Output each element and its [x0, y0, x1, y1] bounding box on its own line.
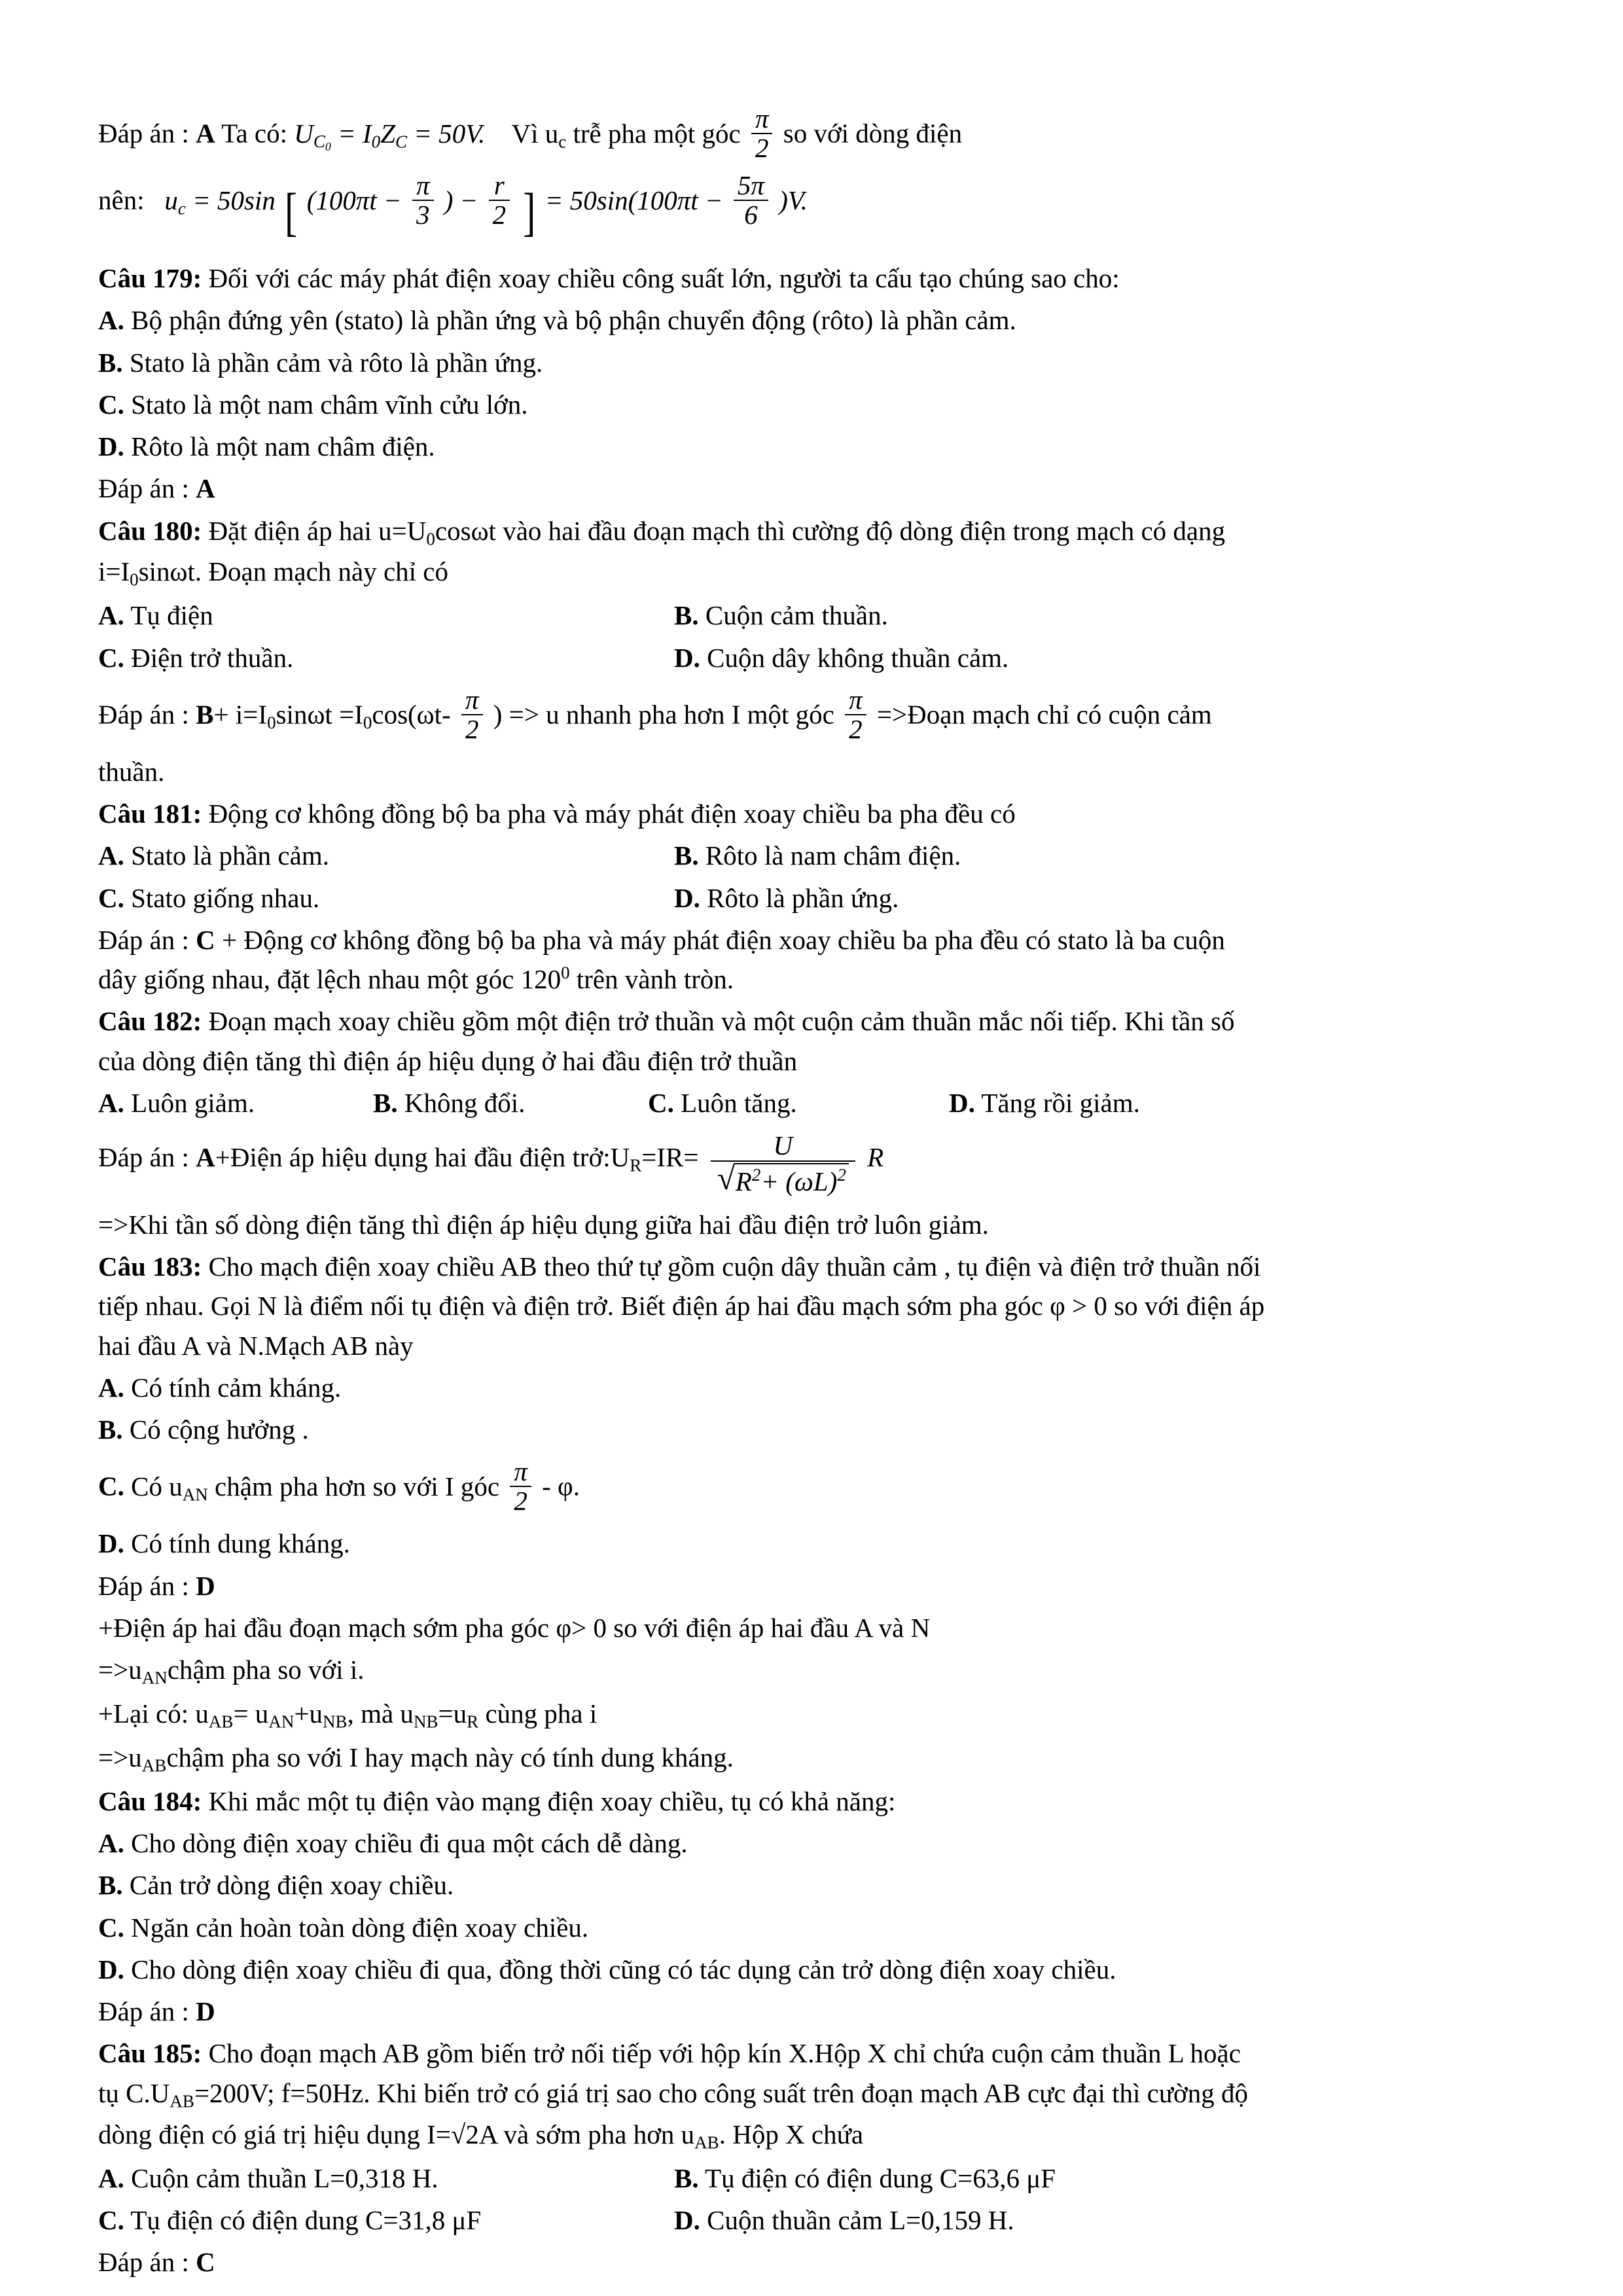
question-181-options-row2: [98, 879, 1525, 917]
formula-uc0: $U_{C_0} = I_0Z_C = 50V$.: [294, 118, 486, 154]
option-letter-c: C.: [98, 2204, 124, 2235]
explanation-180-c: cos(ωt-: [372, 699, 451, 730]
option-text-b: Có cộng hưởng .: [129, 1414, 309, 1445]
question-182-option-a: [98, 1084, 373, 1122]
question-185-option-c: [98, 2201, 674, 2239]
explanation-181-b: dây giống nhau, đặt lệch nhau một góc $120^0$ trên vành tròn.: [98, 963, 734, 995]
explanation-183-a: +Điện áp hai đầu đoạn mạch sớm pha góc φ> 0 so với điện áp hai đầu A và N: [98, 1612, 931, 1643]
question-183-option-c: [98, 1458, 1525, 1515]
answer-letter: B: [196, 699, 214, 730]
option-text-b: Không đổi.: [404, 1087, 526, 1118]
question-185-options-row2: [98, 2201, 1525, 2239]
option-text-b: Cuộn cảm thuần.: [705, 600, 888, 631]
explanation-182-b: =IR=: [641, 1142, 699, 1173]
question-182-answer: Đáp án : A+Điện áp hiệu dụng hai đầu điện $trở:U_R=IR=$ U √ $R^2+ (\omega L)^2$ R: [98, 1131, 1525, 1196]
question-180-option-d: [674, 639, 1525, 677]
question-181-text: Động cơ không đồng bộ ba pha và máy phát điện xoay chiều ba pha đều có: [208, 798, 1016, 829]
answer-178-nen: nên:: [98, 185, 145, 215]
explanation-180-b: sinωt =I: [276, 699, 363, 730]
question-181-option-c: [98, 879, 674, 917]
question-181-number: Câu 181:: [98, 798, 202, 829]
question-179-option-b: [98, 344, 1525, 382]
explanation-181-a: + Động cơ không đồng bộ ba pha và máy phát điện xoay chiều ba pha đều có stato là ba cuộn: [222, 924, 1225, 955]
question-179-text: Đối với các máy phát điện xoay chiều công suất lớn, người ta cấu tạo chúng sao cho:: [208, 263, 1120, 294]
sqrt-icon: [717, 1163, 849, 1196]
question-179-option-a: [98, 301, 1525, 339]
question-184-text: Khi mắc một tụ điện vào mạng điện xoay chiều, tụ có khả năng:: [208, 1786, 896, 1817]
fraction-r-2: $\frac{r}{2}$: [489, 171, 510, 229]
question-180-option-a: [98, 596, 674, 634]
option-text-d: Cuộn dây không thuần cảm.: [707, 642, 1009, 673]
option-letter-c: C.: [98, 1912, 124, 1943]
question-185-stem-line3: dòng điện có giá trị hiệu dụng I=√2A và sớm pha hơn $u_{AB}$. Hộp X chứa: [98, 2119, 864, 2153]
option-letter-a: A.: [98, 1828, 124, 1859]
sqrt-radicand: $R^2+ (\omega L)^2$: [734, 1163, 849, 1196]
option-letter-b: B.: [674, 2162, 699, 2193]
option-letter-a: A.: [98, 840, 124, 871]
question-180-stem-line1: [98, 512, 1525, 552]
question-181-option-d: [674, 879, 1525, 917]
option-letter-a: A.: [98, 600, 124, 631]
answer-prefix: Đáp án :: [98, 2246, 189, 2277]
question-182-text1: Đoạn mạch xoay chiều gồm một điện trở thuần và một cuộn cảm thuần mắc nối tiếp. Khi tần số: [208, 1006, 1235, 1037]
answer-178-line2: [98, 171, 1525, 250]
option-letter-d: D.: [98, 431, 124, 462]
option-text-c: Stato là một nam châm vĩnh cửu lớn.: [131, 389, 528, 420]
option-letter-b: B.: [674, 840, 699, 871]
answer-letter: D: [196, 1996, 215, 2027]
option-letter-c: C.: [98, 1471, 124, 1501]
question-180-stem-line2: $i=I_0\sin\omega t$. Đoạn mạch này chỉ có: [98, 556, 449, 590]
question-179-answer: [98, 469, 1525, 507]
question-185-answer: [98, 2243, 1525, 2281]
option-text-a: Có tính cảm kháng.: [131, 1372, 342, 1403]
question-185-option-d: [674, 2201, 1525, 2239]
question-182-option-c: [648, 1084, 949, 1122]
question-182-option-b: [373, 1084, 648, 1122]
formula-uc-expression: $u_c = 50\sin$ [ (100πt − $\frac{\pi}{3}$ ) − $\frac{r}{2}$ ] = 50sin(100πt − $\frac{5\pi}{6}$ )V.: [164, 185, 808, 215]
option-text-b: Tụ điện có điện dung C=63,6 μF: [705, 2162, 1056, 2193]
question-179-option-c: [98, 386, 1525, 423]
option-text-c: Tụ điện có điện dung C=31,8 μF: [130, 2204, 482, 2235]
question-182-stem-line1: [98, 1002, 1525, 1040]
explanation-181-b-rest: trên vành tròn.: [576, 964, 734, 995]
question-184-answer: [98, 1992, 1525, 2030]
question-182-stem-line2: của dòng điện tăng thì điện áp hiệu dụng ở hai đầu điện trở thuần: [98, 1045, 798, 1076]
answer-letter: A: [196, 118, 215, 149]
answer-prefix: Đáp án :: [98, 118, 189, 149]
question-180-options-row1: [98, 596, 1525, 634]
question-180-options-row2: [98, 639, 1525, 677]
option-text-a: Tụ điện: [130, 600, 213, 631]
answer-178-line1: [98, 105, 1525, 162]
question-182-options: [98, 1084, 1525, 1122]
question-183-stem-line1: [98, 1247, 1525, 1285]
option-text-a: Bộ phận đứng yên (stato) là phần ứng và bộ phận chuyển động (rôto) là phần cảm.: [131, 305, 1016, 336]
question-182-option-d: [949, 1084, 1140, 1122]
option-letter-c: C.: [98, 389, 124, 420]
option-letter-a: A.: [98, 2162, 124, 2193]
sqrt-denominator: [711, 1160, 855, 1196]
question-181-option-a: [98, 836, 674, 874]
option-letter-d: D.: [98, 1528, 124, 1559]
option-letter-d: D.: [674, 882, 700, 913]
question-185-stem-line2: tụ $C.U_{AB}=200V$; f=50Hz. Khi biến trở có giá trị sao cho công suất trên đoạn mạch AB cực đại thì cường độ: [98, 2077, 1248, 2111]
question-183-option-d: [98, 1524, 1525, 1562]
explanation-183-d: $=>u_{AB}chậm$ pha so với I hay mạch này có tính dung kháng.: [98, 1742, 734, 1776]
fraction-pi-2-b: $\frac{\pi}{2}$: [845, 686, 866, 744]
option-letter-b: B.: [98, 1870, 123, 1901]
question-179-number: Câu 179:: [98, 263, 202, 294]
question-185-text1: Cho đoạn mạch AB gồm biến trở nối tiếp với hộp kín X.Hộp X chỉ chứa cuộn cảm thuần L hoặc: [208, 2038, 1241, 2069]
option-text-a: Luôn giảm.: [131, 1087, 255, 1118]
question-180-text2b: sinωt. Đoạn mạch này chỉ có: [138, 556, 449, 587]
option-letter-a: A.: [98, 1087, 124, 1118]
answer-178-text1: Ta có:: [221, 118, 287, 149]
question-184-option-c: [98, 1909, 1525, 1946]
question-180-text2: i=I: [98, 556, 130, 587]
option-letter-d: D.: [98, 1954, 124, 1984]
explanation-182-c: =>Khi tần số dòng điện tăng thì điện áp hiệu dụng giữa hai đầu điện trở luôn giảm.: [98, 1210, 989, 1240]
question-185-stem-line1: [98, 2034, 1525, 2072]
answer-178-text2: Vì $u_c$ trễ pha một góc: [511, 118, 741, 152]
option-text-d: Tăng rồi giảm.: [981, 1087, 1140, 1118]
option-letter-d: D.: [949, 1087, 975, 1118]
answer-prefix: Đáp án :: [98, 1142, 189, 1173]
question-183-number: Câu 183:: [98, 1251, 202, 1282]
answer-letter: A: [196, 473, 215, 504]
option-letter-a: A.: [98, 1372, 124, 1403]
question-180-text1: Đặt điện áp hai $u=U_0\cos\omega t$ vào hai đầu đoạn mạch thì cường độ dòng điện trong mạch có dạng: [208, 515, 1226, 549]
explanation-183-b: $=>u_{AN}chậm$ pha so với i.: [98, 1655, 365, 1688]
answer-prefix: Đáp án :: [98, 924, 189, 955]
question-182-number: Câu 182:: [98, 1006, 202, 1037]
option-text-d: Rôto là phần ứng.: [707, 882, 899, 913]
left-bracket: [: [285, 181, 298, 242]
question-181-answer: [98, 921, 1525, 959]
option-letter-b: B.: [373, 1087, 398, 1118]
option-letter-a: A.: [98, 305, 124, 336]
explanation-182-a: +Điện áp hiệu dụng hai đầu điện trở:U: [215, 1142, 630, 1173]
question-180-option-c: [98, 639, 674, 677]
question-179-stem: [98, 259, 1525, 297]
question-183-stem-line3: hai đầu A và N.Mạch AB này: [98, 1330, 414, 1361]
fraction-u-over-sqrt: U √ $R^2+ (\omega L)^2$: [711, 1131, 855, 1196]
option-text-d: Có tính dung kháng.: [131, 1528, 350, 1559]
fraction-pi-2: $\frac{\pi}{2}$: [461, 686, 483, 744]
option-letter-b: B.: [674, 600, 699, 631]
answer-letter: C: [196, 924, 215, 955]
option-text-a: Cuộn cảm thuần L=0,318 H.: [131, 2162, 438, 2193]
option-text-c: Điện trở thuần.: [131, 642, 294, 673]
answer-178-text3: so với dòng điện: [783, 118, 963, 149]
question-181-option-b: [674, 836, 1525, 874]
explanation-183-c: +Lại có: $u_{AB}= u_{AN}+u_{NB}$, mà $u_{NB}=u_R$ cùng pha i: [98, 1698, 597, 1732]
fraction-5pi-6: $\frac{5\pi}{6}$: [734, 171, 768, 229]
option-text-a: Cho dòng điện xoay chiều đi qua một cách dễ dàng.: [131, 1828, 688, 1859]
explanation-180-d: ) => u nhanh pha hơn I một góc: [493, 699, 834, 730]
explanation-180-e: =>Đoạn mạch chỉ có cuộn cảm: [876, 699, 1212, 730]
question-180-option-b: [674, 596, 1525, 634]
question-183-answer: [98, 1567, 1525, 1605]
option-text-d: Cho dòng điện xoay chiều đi qua, đồng thời cũng có tác dụng cản trở dòng điện xoay chiều.: [131, 1954, 1116, 1984]
question-184-option-b: [98, 1866, 1525, 1904]
question-181-stem: [98, 795, 1525, 833]
question-185-option-b: [674, 2159, 1525, 2197]
explanation-181-b-text: dây giống nhau, đặt lệch nhau một góc 120: [98, 964, 562, 995]
option-letter-c: C.: [98, 882, 124, 913]
option-letter-c: C.: [98, 642, 124, 673]
answer-letter: D: [196, 1570, 215, 1601]
formula-r: R: [867, 1142, 884, 1173]
explanation-180-a: + i=I: [213, 699, 268, 730]
answer-prefix: Đáp án :: [98, 699, 189, 730]
option-text-b: Stato là phần cảm và rôto là phần ứng.: [129, 347, 543, 378]
fraction-pi-2: $\frac{\pi}{2}$: [510, 1458, 531, 1515]
question-183-option-b: [98, 1410, 1525, 1448]
question-181-options-row1: [98, 836, 1525, 874]
option-text-b: Cản trở dòng điện xoay chiều.: [129, 1870, 454, 1901]
option-letter-b: B.: [98, 347, 123, 378]
option-letter-d: D.: [674, 2204, 700, 2235]
question-183-text1: Cho mạch điện xoay chiều AB theo thứ tự gồm cuộn dây thuần cảm , tụ điện và điện trở thuần nối: [208, 1251, 1261, 1282]
answer-prefix: Đáp án :: [98, 1996, 189, 2027]
explanation-180-last: thuần.: [98, 757, 165, 787]
question-184-number: Câu 184:: [98, 1786, 202, 1817]
option-letter-c: C.: [648, 1087, 674, 1118]
question-180-answer: Đáp án : $B+ i=I_0\sin\omega t =I_0\cos(\omega t-$ $\frac{\pi}{2}$ ) => u nhanh pha hơn I một góc $\frac{\pi}{2}$ =>Đoạn mạch chỉ có cuộn cảm: [98, 684, 1212, 744]
option-text-b: Rôto là nam châm điện.: [705, 840, 961, 871]
question-184-option-a: [98, 1824, 1525, 1862]
answer-letter: A: [196, 1142, 215, 1173]
question-184-option-d: [98, 1950, 1525, 1988]
question-183-stem-line2: tiếp nhau. Gọi N là điểm nối tụ điện và điện trở. Biết điện áp hai đầu mạch sớm pha góc φ > 0 so với điện áp: [98, 1291, 1265, 1321]
option-text-d: Rôto là một nam châm điện.: [131, 431, 435, 462]
question-185-option-a: [98, 2159, 674, 2197]
fraction-pi-2: $\frac{\pi}{2}$: [751, 105, 773, 162]
question-184-stem: [98, 1782, 1525, 1820]
answer-letter: C: [196, 2246, 215, 2277]
right-bracket: ]: [523, 181, 536, 242]
answer-prefix: Đáp án :: [98, 1570, 189, 1601]
question-185-number: Câu 185:: [98, 2038, 202, 2069]
question-185-options-row1: [98, 2159, 1525, 2197]
option-text-c-end: - φ.: [542, 1471, 580, 1501]
option-text-a: Stato là phần cảm.: [131, 840, 329, 871]
option-text-c: Stato giống nhau.: [131, 882, 320, 913]
question-183-option-a: [98, 1369, 1525, 1407]
option-text-c: Có $u_{AN}$ chậm pha hơn so với I góc: [131, 1471, 500, 1505]
answer-prefix: Đáp án :: [98, 473, 189, 504]
option-letter-b: B.: [98, 1414, 123, 1445]
option-text-c: Ngăn cản hoàn toàn dòng điện xoay chiều.: [131, 1912, 589, 1943]
option-letter-d: D.: [674, 642, 700, 673]
option-text-d: Cuộn thuần cảm L=0,159 H.: [707, 2204, 1014, 2235]
option-text-c: Luôn tăng.: [681, 1087, 797, 1118]
question-179-option-d: [98, 427, 1525, 465]
question-180-number: Câu 180:: [98, 515, 202, 546]
fraction-pi-3: $\frac{\pi}{3}$: [412, 171, 434, 229]
